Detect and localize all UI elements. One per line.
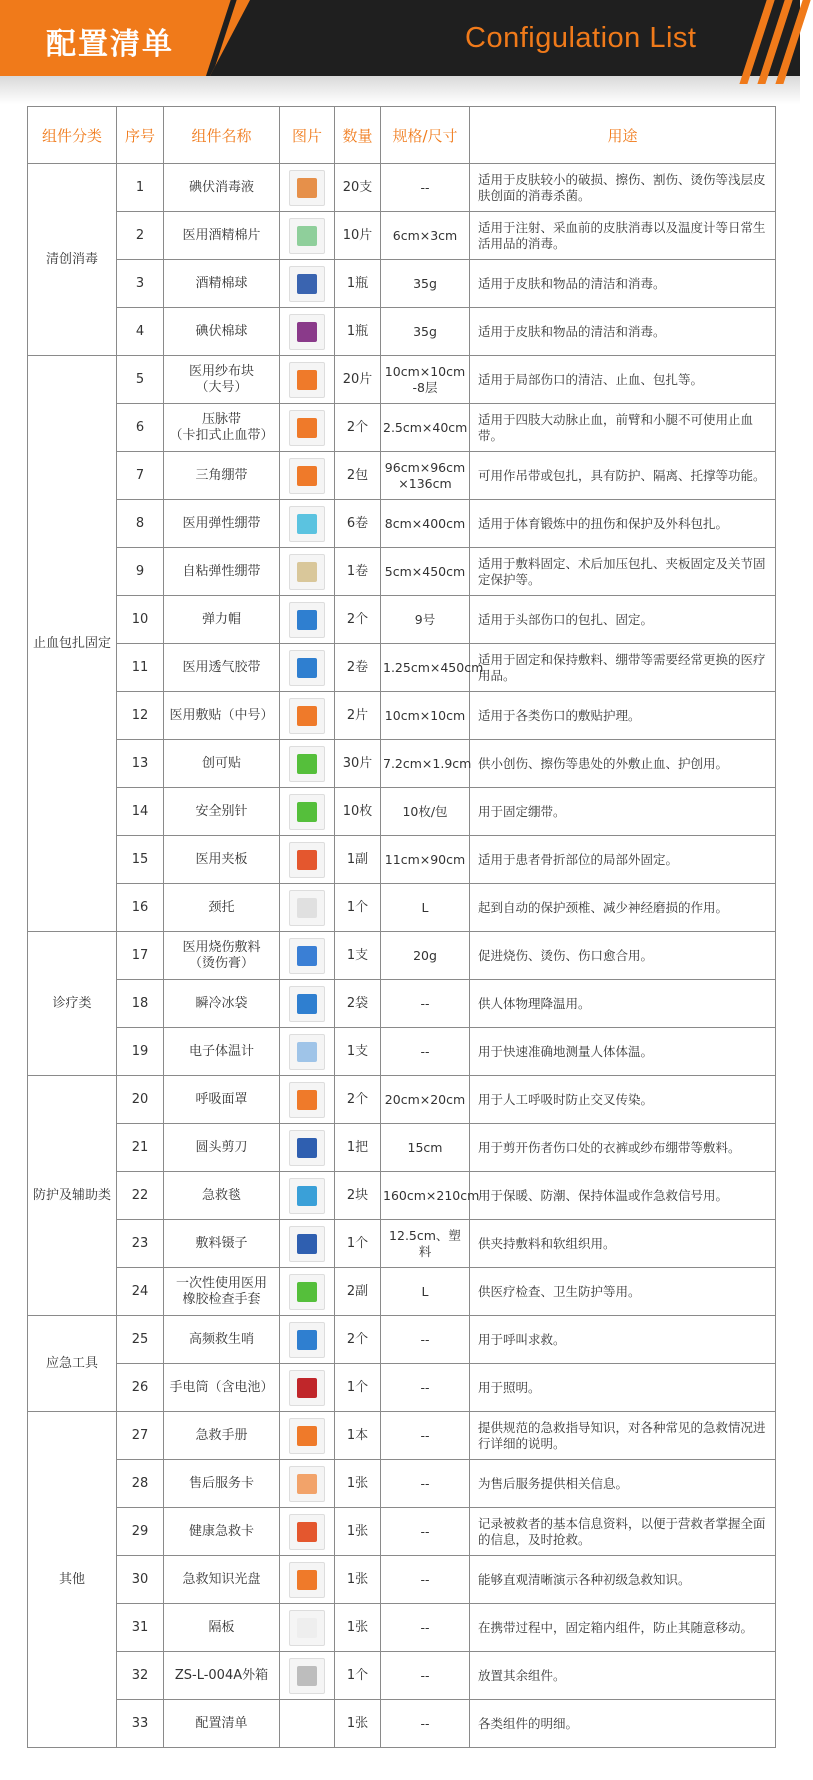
page-banner [0,0,800,76]
item-use: 促进烧伤、烫伤、伤口愈合用。 [470,932,776,980]
item-spec: 11cm×90cm [381,836,470,884]
table-row [28,500,776,548]
image-cell [280,1124,335,1172]
item-spec: 7.2cm×1.9cm [381,740,470,788]
product-image-icon [289,1562,325,1598]
row-number: 7 [117,452,164,500]
item-spec: 12.5cm、塑料 [381,1220,470,1268]
item-quantity: 1张 [335,1556,381,1604]
item-quantity: 6卷 [335,500,381,548]
table-row [28,548,776,596]
item-spec: -- [381,1412,470,1460]
product-image-icon [289,1610,325,1646]
image-cell [280,452,335,500]
table-row [28,1412,776,1460]
item-quantity: 2个 [335,404,381,452]
table-row [28,692,776,740]
item-name: 医用透气胶带 [164,644,280,692]
item-use: 用于快速准确地测量人体体温。 [470,1028,776,1076]
row-number: 29 [117,1508,164,1556]
item-name: 医用烧伤敷料 （烫伤膏） [164,932,280,980]
row-number: 5 [117,356,164,404]
table-row [28,1556,776,1604]
table-row [28,1028,776,1076]
product-image-icon [289,1274,325,1310]
item-use: 用于固定绷带。 [470,788,776,836]
item-quantity: 1瓶 [335,308,381,356]
item-spec: 96cm×96cm ×136cm [381,452,470,500]
item-use: 供医疗检查、卫生防护等用。 [470,1268,776,1316]
image-cell [280,740,335,788]
configuration-table [27,106,776,1748]
table-row [28,1508,776,1556]
item-use: 适用于各类伤口的敷贴护理。 [470,692,776,740]
image-cell [280,356,335,404]
column-header-category: 组件分类 [28,107,117,164]
item-use: 适用于皮肤较小的破损、擦伤、割伤、烫伤等浅层皮肤创面的消毒杀菌。 [470,164,776,212]
image-cell [280,836,335,884]
item-use: 供夹持敷料和软组织用。 [470,1220,776,1268]
table-row [28,980,776,1028]
item-quantity: 2包 [335,452,381,500]
table-row [28,1316,776,1364]
row-number: 18 [117,980,164,1028]
image-cell [280,1508,335,1556]
product-image-icon [289,1658,325,1694]
product-image-icon [289,1418,325,1454]
item-name: 呼吸面罩 [164,1076,280,1124]
item-name: 医用敷贴（中号） [164,692,280,740]
item-name: 电子体温计 [164,1028,280,1076]
item-spec: -- [381,1700,470,1748]
product-image-icon [289,746,325,782]
item-spec: -- [381,1364,470,1412]
item-use: 适用于四肢大动脉止血，前臂和小腿不可使用止血带。 [470,404,776,452]
item-spec: 20cm×20cm [381,1076,470,1124]
product-image-icon [289,1034,325,1070]
item-use: 适用于注射、采血前的皮肤消毒以及温度计等日常生活用品的消毒。 [470,212,776,260]
item-quantity: 1个 [335,884,381,932]
item-name: 高频救生哨 [164,1316,280,1364]
product-image-icon [289,986,325,1022]
item-use: 在携带过程中，固定箱内组件，防止其随意移动。 [470,1604,776,1652]
item-name: 医用纱布块 （大号） [164,356,280,404]
table-row [28,308,776,356]
row-number: 17 [117,932,164,980]
item-quantity: 1张 [335,1508,381,1556]
product-image-icon [289,1466,325,1502]
item-quantity: 1张 [335,1604,381,1652]
item-name: 敷料镊子 [164,1220,280,1268]
row-number: 32 [117,1652,164,1700]
row-number: 4 [117,308,164,356]
row-number: 20 [117,1076,164,1124]
item-quantity: 20支 [335,164,381,212]
item-spec: 8cm×400cm [381,500,470,548]
row-number: 21 [117,1124,164,1172]
image-cell [280,1412,335,1460]
item-quantity: 20片 [335,356,381,404]
image-cell [280,980,335,1028]
item-name: 医用酒精棉片 [164,212,280,260]
item-use: 提供规范的急救指导知识，对各种常见的急救情况进行详细的说明。 [470,1412,776,1460]
table-row [28,644,776,692]
image-cell [280,692,335,740]
product-image-icon [289,314,325,350]
row-number: 9 [117,548,164,596]
item-quantity: 1张 [335,1700,381,1748]
item-spec: 160cm×210cm [381,1172,470,1220]
table-row [28,452,776,500]
row-number: 1 [117,164,164,212]
column-header-number: 序号 [117,107,164,164]
item-use: 适用于敷料固定、术后加压包扎、夹板固定及关节固定保护等。 [470,548,776,596]
image-cell [280,1700,335,1748]
item-use: 适用于体育锻炼中的扭伤和保护及外科包扎。 [470,500,776,548]
row-number: 3 [117,260,164,308]
item-quantity: 1把 [335,1124,381,1172]
category-cell: 其他 [28,1412,117,1748]
product-image-icon [289,554,325,590]
item-quantity: 2个 [335,1316,381,1364]
image-cell [280,1172,335,1220]
item-name: 急救知识光盘 [164,1556,280,1604]
image-cell [280,500,335,548]
item-use: 用于照明。 [470,1364,776,1412]
image-cell [280,260,335,308]
item-quantity: 1个 [335,1652,381,1700]
item-use: 适用于局部伤口的清洁、止血、包扎等。 [470,356,776,404]
item-use: 用于保暖、防潮、保持体温或作急救信号用。 [470,1172,776,1220]
product-image-icon [289,1370,325,1406]
item-name: 弹力帽 [164,596,280,644]
item-quantity: 1支 [335,932,381,980]
row-number: 24 [117,1268,164,1316]
item-spec: -- [381,1028,470,1076]
item-quantity: 1支 [335,1028,381,1076]
item-spec: 35g [381,260,470,308]
item-use: 起到自动的保护颈椎、减少神经磨损的作用。 [470,884,776,932]
image-cell [280,644,335,692]
item-use: 能够直观清晰演示各种初级急救知识。 [470,1556,776,1604]
item-spec: 1.25cm×450cm [381,644,470,692]
item-quantity: 1个 [335,1220,381,1268]
item-use: 用于剪开伤者伤口处的衣裤或纱布绷带等敷料。 [470,1124,776,1172]
column-header-image: 图片 [280,107,335,164]
item-name: 医用弹性绷带 [164,500,280,548]
image-cell [280,212,335,260]
category-cell: 诊疗类 [28,932,117,1076]
banner-shadow [0,76,800,104]
item-quantity: 1副 [335,836,381,884]
product-image-icon [289,698,325,734]
product-image-icon [289,1082,325,1118]
image-cell [280,164,335,212]
banner-stripes-icon [740,0,800,76]
item-quantity: 2个 [335,1076,381,1124]
item-name: 瞬冷冰袋 [164,980,280,1028]
item-use: 为售后服务提供相关信息。 [470,1460,776,1508]
image-cell [280,404,335,452]
product-image-icon [289,1178,325,1214]
table-row [28,1124,776,1172]
page-title-cn: 配置清单 [46,27,174,62]
banner-stripe-icon [203,0,238,84]
table-row [28,1172,776,1220]
product-image-icon [289,794,325,830]
item-spec: 2.5cm×40cm [381,404,470,452]
item-name: 配置清单 [164,1700,280,1748]
item-name: 碘伏消毒液 [164,164,280,212]
row-number: 28 [117,1460,164,1508]
item-spec: 10枚/包 [381,788,470,836]
row-number: 10 [117,596,164,644]
image-cell [280,1556,335,1604]
item-quantity: 2卷 [335,644,381,692]
image-cell [280,1604,335,1652]
table-row [28,836,776,884]
item-spec: -- [381,1652,470,1700]
row-number: 25 [117,1316,164,1364]
product-image-icon [289,458,325,494]
item-use: 适用于头部伤口的包扎、固定。 [470,596,776,644]
category-cell: 应急工具 [28,1316,117,1412]
item-name: 售后服务卡 [164,1460,280,1508]
product-image-icon [289,218,325,254]
item-quantity: 1本 [335,1412,381,1460]
table-row [28,1076,776,1124]
item-name: 手电筒（含电池） [164,1364,280,1412]
item-spec: 5cm×450cm [381,548,470,596]
item-quantity: 10枚 [335,788,381,836]
row-number: 13 [117,740,164,788]
product-image-icon [289,266,325,302]
item-use: 记录被救者的基本信息资料，以便于营救者掌握全面的信息，及时抢救。 [470,1508,776,1556]
table-row [28,1268,776,1316]
item-name: 酒精棉球 [164,260,280,308]
image-cell [280,308,335,356]
item-use: 用于人工呼吸时防止交叉传染。 [470,1076,776,1124]
row-number: 23 [117,1220,164,1268]
item-name: 一次性使用医用 橡胶检查手套 [164,1268,280,1316]
row-number: 31 [117,1604,164,1652]
item-spec: 10cm×10cm -8层 [381,356,470,404]
row-number: 2 [117,212,164,260]
item-spec: -- [381,164,470,212]
item-use: 供小创伤、擦伤等患处的外敷止血、护创用。 [470,740,776,788]
item-name: ZS-L-004A外箱 [164,1652,280,1700]
column-header-use: 用途 [470,107,776,164]
item-name: 安全别针 [164,788,280,836]
item-use: 适用于患者骨折部位的局部外固定。 [470,836,776,884]
table-row [28,1364,776,1412]
item-name: 自粘弹性绷带 [164,548,280,596]
table-row [28,260,776,308]
product-image-icon [289,410,325,446]
image-cell [280,788,335,836]
column-header-name: 组件名称 [164,107,280,164]
table-row [28,1604,776,1652]
product-image-icon [289,602,325,638]
product-image-icon [289,506,325,542]
image-cell [280,1460,335,1508]
item-spec: L [381,1268,470,1316]
category-cell: 止血包扎固定 [28,356,117,932]
item-use: 放置其余组件。 [470,1652,776,1700]
item-quantity: 2副 [335,1268,381,1316]
item-quantity: 2片 [335,692,381,740]
item-quantity: 1张 [335,1460,381,1508]
table-row [28,932,776,980]
category-cell: 清创消毒 [28,164,117,356]
item-name: 圆头剪刀 [164,1124,280,1172]
item-quantity: 2个 [335,596,381,644]
row-number: 11 [117,644,164,692]
item-quantity: 30片 [335,740,381,788]
product-image-icon [289,1226,325,1262]
item-spec: 35g [381,308,470,356]
row-number: 22 [117,1172,164,1220]
row-number: 6 [117,404,164,452]
category-cell: 防护及辅助类 [28,1076,117,1316]
item-spec: -- [381,1604,470,1652]
item-spec: -- [381,980,470,1028]
table-row [28,404,776,452]
product-image-icon [289,650,325,686]
page-title-en: Configulation List [465,22,697,54]
product-image-icon [289,1130,325,1166]
table-row [28,1652,776,1700]
item-spec: 20g [381,932,470,980]
item-quantity: 1个 [335,1364,381,1412]
item-spec: -- [381,1460,470,1508]
table-row [28,1220,776,1268]
image-cell [280,932,335,980]
item-name: 急救手册 [164,1412,280,1460]
image-cell [280,1076,335,1124]
item-spec: L [381,884,470,932]
item-use: 供人体物理降温用。 [470,980,776,1028]
item-name: 医用夹板 [164,836,280,884]
item-use: 适用于皮肤和物品的清洁和消毒。 [470,260,776,308]
item-use: 可用作吊带或包扎，具有防护、隔离、托撑等功能。 [470,452,776,500]
product-image-icon [289,890,325,926]
item-quantity: 2块 [335,1172,381,1220]
table-row [28,356,776,404]
item-name: 健康急救卡 [164,1508,280,1556]
item-spec: 6cm×3cm [381,212,470,260]
table-row [28,788,776,836]
image-cell [280,1364,335,1412]
item-name: 碘伏棉球 [164,308,280,356]
table-row [28,1460,776,1508]
image-cell [280,1316,335,1364]
row-number: 26 [117,1364,164,1412]
table-header-row [28,107,776,164]
row-number: 33 [117,1700,164,1748]
image-cell [280,884,335,932]
item-spec: 9号 [381,596,470,644]
row-number: 15 [117,836,164,884]
row-number: 19 [117,1028,164,1076]
table-row [28,596,776,644]
table-row [28,164,776,212]
item-quantity: 1卷 [335,548,381,596]
item-name: 颈托 [164,884,280,932]
table-row [28,1700,776,1748]
image-cell [280,1268,335,1316]
item-use: 适用于皮肤和物品的清洁和消毒。 [470,308,776,356]
item-spec: -- [381,1556,470,1604]
product-image-icon [289,1514,325,1550]
item-name: 隔板 [164,1604,280,1652]
item-quantity: 10片 [335,212,381,260]
item-use: 各类组件的明细。 [470,1700,776,1748]
product-image-icon [289,170,325,206]
table-row [28,884,776,932]
row-number: 14 [117,788,164,836]
row-number: 30 [117,1556,164,1604]
item-spec: 10cm×10cm [381,692,470,740]
table-row [28,212,776,260]
item-name: 创可贴 [164,740,280,788]
row-number: 16 [117,884,164,932]
item-name: 压脉带 （卡扣式止血带） [164,404,280,452]
item-spec: -- [381,1508,470,1556]
column-header-quantity: 数量 [335,107,381,164]
item-use: 适用于固定和保持敷料、绷带等需要经常更换的医疗用品。 [470,644,776,692]
item-quantity: 2袋 [335,980,381,1028]
row-number: 27 [117,1412,164,1460]
product-image-icon [289,938,325,974]
item-name: 急救毯 [164,1172,280,1220]
image-cell [280,548,335,596]
row-number: 12 [117,692,164,740]
item-name: 三角绷带 [164,452,280,500]
product-image-icon [289,362,325,398]
image-cell [280,1652,335,1700]
item-use: 用于呼叫求救。 [470,1316,776,1364]
product-image-icon [289,1322,325,1358]
image-cell [280,1220,335,1268]
image-cell [280,1028,335,1076]
column-header-spec: 规格/尺寸 [381,107,470,164]
item-spec: -- [381,1316,470,1364]
row-number: 8 [117,500,164,548]
item-spec: 15cm [381,1124,470,1172]
table-row [28,740,776,788]
product-image-icon [289,842,325,878]
image-cell [280,596,335,644]
item-quantity: 1瓶 [335,260,381,308]
